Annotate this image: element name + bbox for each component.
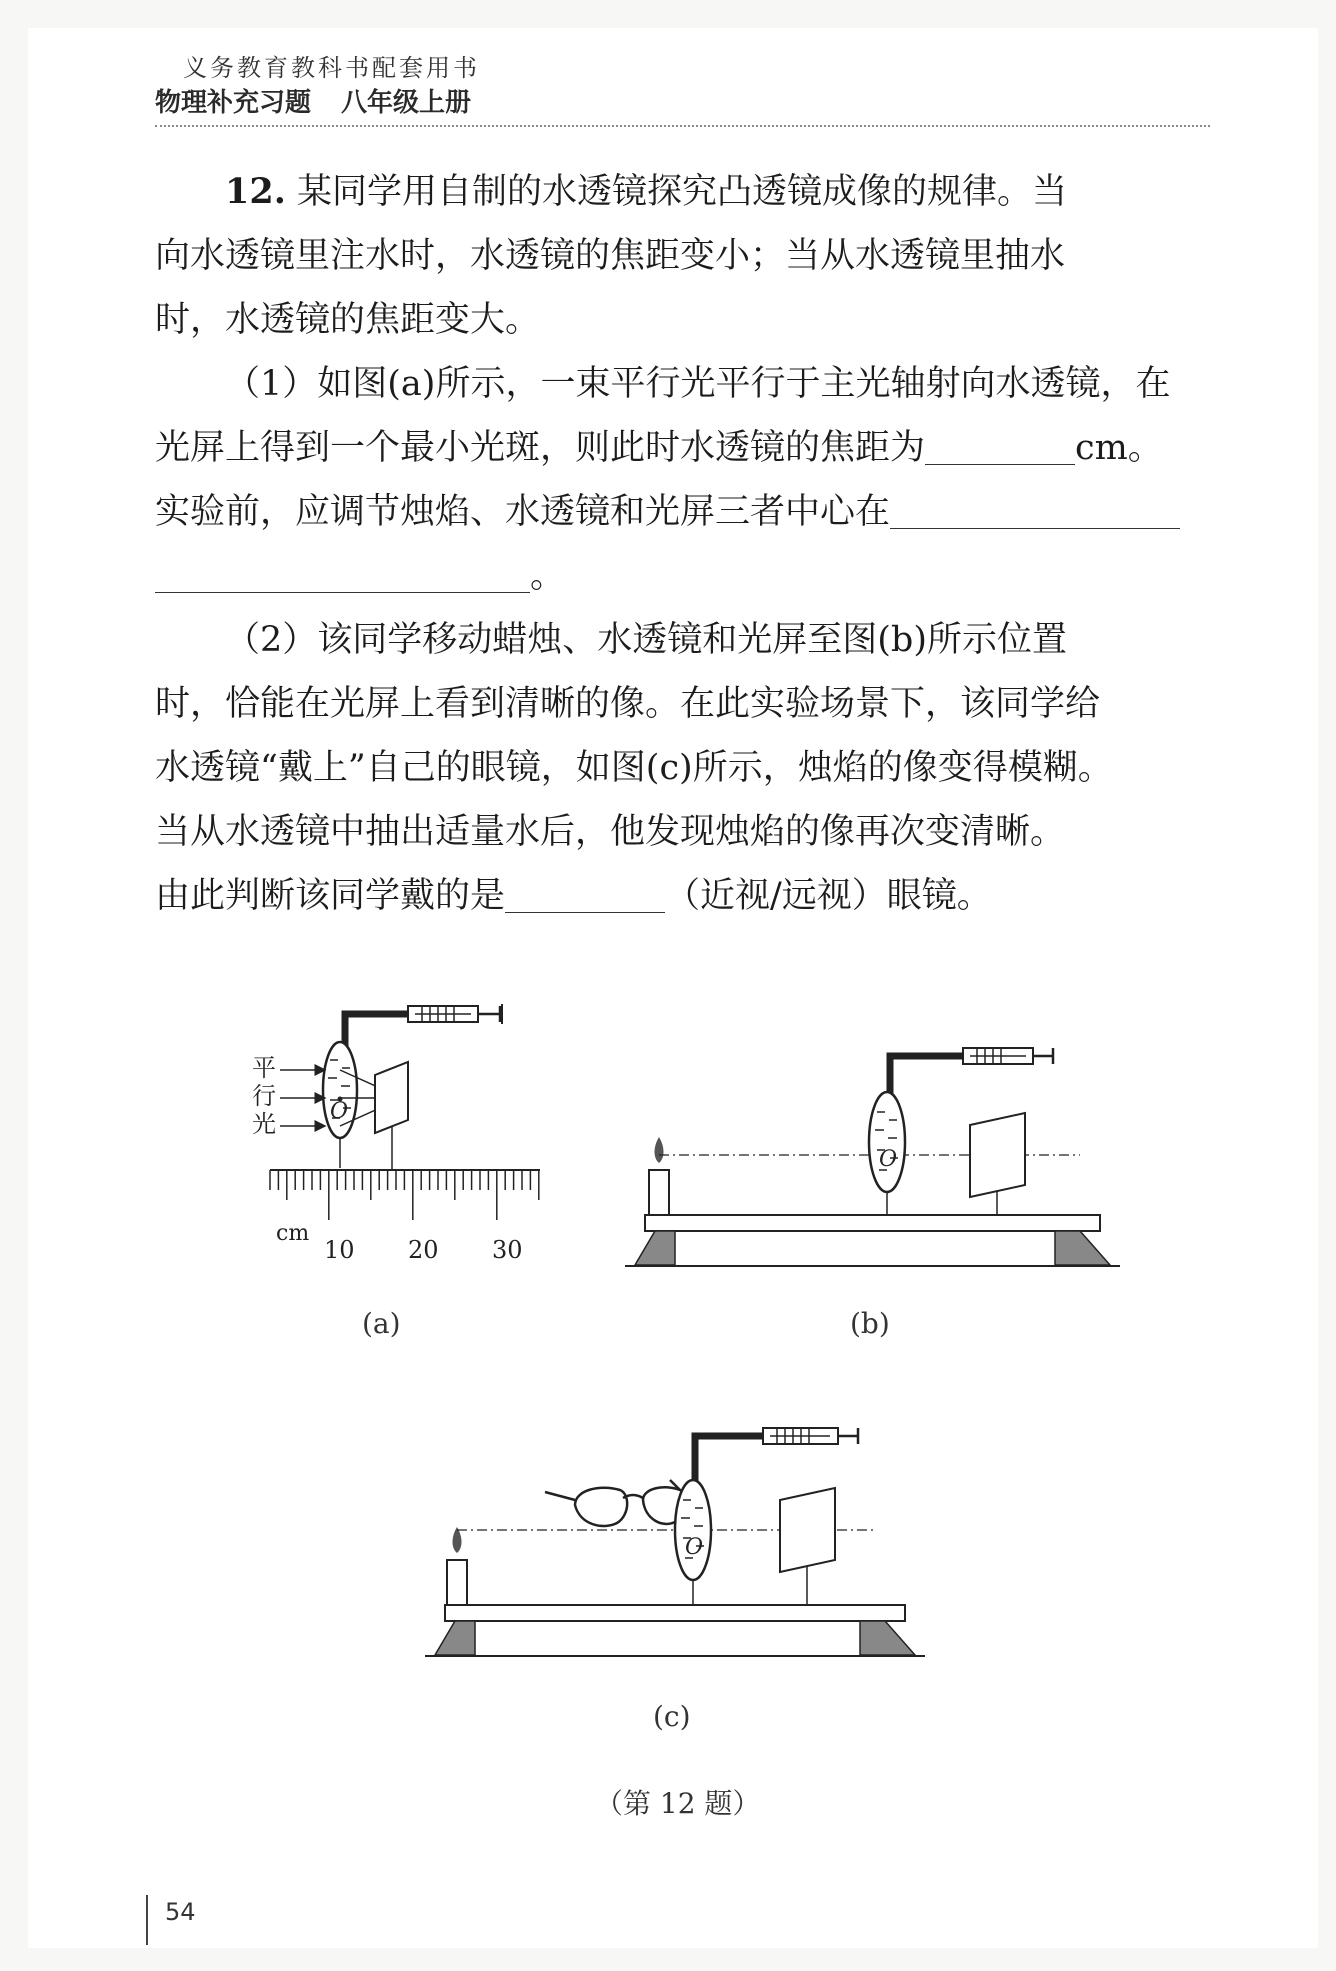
optical-bench xyxy=(625,1215,1120,1266)
figure-c-caption: (c) xyxy=(653,1700,691,1733)
lens-center-label: O xyxy=(685,1535,704,1560)
part1-line-3: 实验前，应调节烛焰、水透镜和光屏三者中心在 xyxy=(155,480,1215,544)
glasses-icon xyxy=(545,1480,686,1526)
ruler-tick-20: 20 xyxy=(408,1236,439,1264)
figure-a xyxy=(240,990,570,1280)
light-screen-icon xyxy=(375,1062,408,1170)
question-number: 12. xyxy=(225,171,286,212)
ruler-tick-10: 10 xyxy=(324,1236,355,1264)
figure-b xyxy=(625,1030,1125,1280)
part1-line-4: 。 xyxy=(155,544,1215,608)
question-figure-caption: （第 12 题） xyxy=(595,1787,761,1820)
figure-a-caption: (a) xyxy=(362,1307,401,1340)
syringe-icon xyxy=(695,1428,858,1488)
ruler-tick-30: 30 xyxy=(492,1236,523,1264)
header-book-title xyxy=(155,82,471,119)
lens-center-label: O xyxy=(330,1099,349,1124)
question-text xyxy=(155,160,1215,928)
part1-line-1: （1）如图(a)所示，一束平行光平行于主光轴射向水透镜，在 xyxy=(225,364,1171,404)
light-screen-icon xyxy=(970,1113,1025,1215)
candle-icon xyxy=(649,1137,669,1215)
syringe-icon xyxy=(890,1048,1053,1095)
candle-icon xyxy=(447,1527,467,1605)
part2-line-2: 时，恰能在光屏上看到清晰的像。在此实验场景下，该同学给 xyxy=(155,684,1101,724)
ruler xyxy=(270,1170,540,1264)
light-label-3: 光 xyxy=(252,1110,276,1138)
book-volume: 八年级上册 xyxy=(341,88,472,118)
header-divider xyxy=(155,125,1210,127)
book-title: 物理补充习题 xyxy=(155,88,312,118)
intro-line-2: 向水透镜里注水时，水透镜的焦距变小；当从水透镜里抽水 xyxy=(155,236,1066,276)
syringe-icon xyxy=(345,1004,502,1090)
lens-center-label: O xyxy=(879,1147,898,1172)
optical-bench xyxy=(425,1605,925,1656)
page-number: 54 xyxy=(165,1898,196,1926)
parallel-light-label xyxy=(252,1054,276,1138)
answer-blank-glasses[interactable] xyxy=(505,878,665,913)
light-screen-icon xyxy=(780,1488,835,1605)
figure-b-caption: (b) xyxy=(850,1307,890,1340)
intro-line-3: 时，水透镜的焦距变大。 xyxy=(155,300,541,340)
part1-line-2: 光屏上得到一个最小光斑，则此时水透镜的焦距为 cm。 xyxy=(155,428,1163,468)
light-label-2: 行 xyxy=(252,1082,276,1110)
part2-line-1: （2）该同学移动蜡烛、水透镜和光屏至图(b)所示位置 xyxy=(225,620,1067,660)
answer-blank-height-2[interactable] xyxy=(155,558,530,593)
intro-line-1: 12. 某同学用自制的水透镜探究凸透镜成像的规律。当 xyxy=(225,171,1068,212)
part2-line-3: 水透镜“戴上”自己的眼镜，如图(c)所示，烛焰的像变得模糊。 xyxy=(155,748,1113,788)
ruler-unit: cm xyxy=(276,1221,310,1246)
part2-line-4: 当从水透镜中抽出适量水后，他发现烛焰的像再次变清晰。 xyxy=(155,812,1066,852)
answer-blank-height-1[interactable] xyxy=(890,494,1180,529)
light-label-1: 平 xyxy=(252,1054,276,1082)
page-number-bar xyxy=(146,1895,148,1945)
header-series: 义务教育教科书配套用书 xyxy=(183,54,480,82)
figure-c xyxy=(425,1420,935,1680)
answer-blank-focal-length[interactable] xyxy=(925,430,1075,465)
part2-line-5: 由此判断该同学戴的是 （近视/远视）眼镜。 xyxy=(155,876,992,916)
